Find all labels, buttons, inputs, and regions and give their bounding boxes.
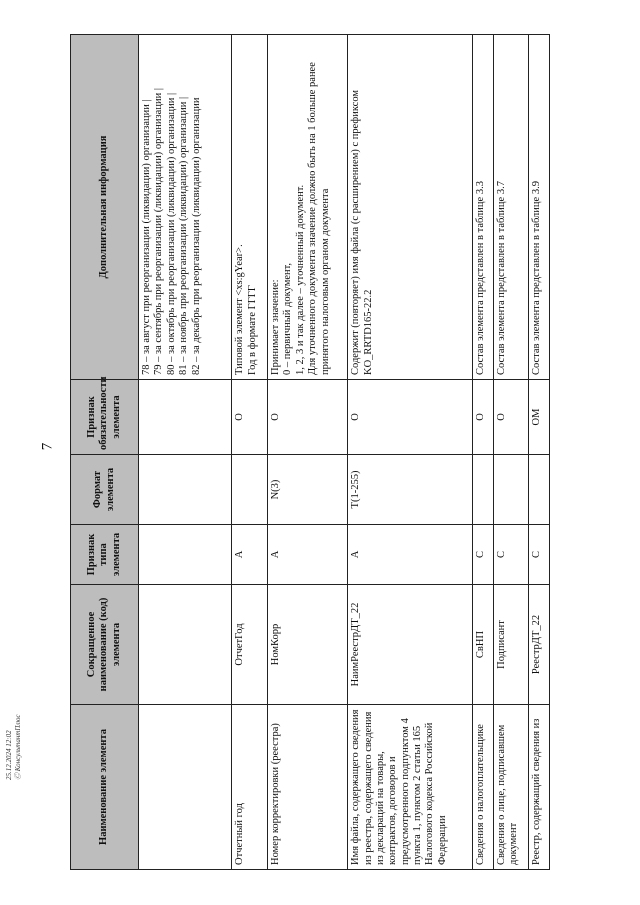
stamp-date: 25.12.2024 12:02 bbox=[5, 730, 13, 780]
info-line: Год в формате ГГГГ bbox=[246, 285, 258, 375]
cell-type: А bbox=[232, 525, 268, 585]
stamp-source: Ⓒ КонсультантПлюс bbox=[14, 714, 23, 780]
cell-format: T(1-255) bbox=[348, 455, 473, 525]
cell-name: Имя файла, содержащего сведения из реестра, содержащего сведения из деклараций на товары, контрактов, договоров и предусмотренного подпунктом 4 пункта 1, пунктом 2 статьи 165 Налогового кодекса Российской Федерации bbox=[348, 705, 473, 870]
info-line: Состав элемента представлен в таблице 3.7 bbox=[495, 181, 507, 375]
cell-type: А bbox=[348, 525, 473, 585]
cell-format bbox=[472, 455, 493, 525]
info-line: 80 – за октябрь при реорганизации (ликвидации) организации | bbox=[165, 92, 177, 375]
info-line: 82 – за декабрь при реорганизации (ликвидации) организации bbox=[190, 97, 202, 375]
cell-code bbox=[139, 585, 232, 705]
cell-format bbox=[139, 455, 232, 525]
cell-required bbox=[139, 380, 232, 455]
rotated-table-container bbox=[70, 35, 550, 870]
cell-type: С bbox=[493, 525, 529, 585]
table-row bbox=[348, 35, 473, 870]
cell-info bbox=[493, 35, 529, 380]
cell-info bbox=[529, 35, 550, 380]
info-line: 1, 2, 3 и так далее – уточненный документ. bbox=[294, 184, 306, 375]
cell-name: Сведения о налогоплательщике bbox=[472, 705, 493, 870]
cell-required: О bbox=[493, 380, 529, 455]
header-type: Признак типа элемента bbox=[71, 525, 139, 585]
cell-required: О bbox=[472, 380, 493, 455]
cell-required: О bbox=[232, 380, 268, 455]
table-row bbox=[529, 35, 550, 870]
header-required: Признак обязательности элемента bbox=[71, 380, 139, 455]
header-format: Формат элемента bbox=[71, 455, 139, 525]
cell-code: СвНП bbox=[472, 585, 493, 705]
cell-name bbox=[139, 705, 232, 870]
info-line: Для уточненного документа значение должно быть на 1 больше ранее принятого налоговым органом документа bbox=[307, 62, 331, 375]
table-row bbox=[268, 35, 348, 870]
cell-format: N(3) bbox=[268, 455, 348, 525]
info-line: Типовой элемент <xs:gYear>. bbox=[234, 244, 246, 375]
cell-format bbox=[232, 455, 268, 525]
cell-code: РеестрДТ_22 bbox=[529, 585, 550, 705]
table-header-row bbox=[71, 35, 139, 870]
info-line: Содержит (повторяет) имя файла (с расширением) с префиксом KO_RRTD165-22.2 bbox=[350, 89, 374, 375]
cell-required: О bbox=[348, 380, 473, 455]
cell-info bbox=[139, 35, 232, 380]
cell-name: Реестр, содержащий сведения из bbox=[529, 705, 550, 870]
cell-required: ОМ bbox=[529, 380, 550, 455]
info-line: 0 – первичный документ, bbox=[282, 262, 294, 375]
cell-info bbox=[268, 35, 348, 380]
info-line: Состав элемента представлен в таблице 3.9 bbox=[531, 181, 543, 375]
table-row bbox=[472, 35, 493, 870]
cell-type: С bbox=[529, 525, 550, 585]
cell-type bbox=[139, 525, 232, 585]
cell-type: А bbox=[268, 525, 348, 585]
table-row bbox=[493, 35, 529, 870]
table-row bbox=[139, 35, 232, 870]
cell-type: С bbox=[472, 525, 493, 585]
cell-required: О bbox=[268, 380, 348, 455]
page-number: 7 bbox=[39, 442, 56, 451]
info-line: 81 – за ноябрь при реорганизации (ликвидации) организации | bbox=[178, 96, 190, 375]
cell-info bbox=[472, 35, 493, 380]
cell-code: НомКорр bbox=[268, 585, 348, 705]
info-line: Принимает значение: bbox=[270, 279, 282, 375]
cell-info bbox=[348, 35, 473, 380]
elements-table bbox=[70, 34, 550, 870]
info-line: 78 – за август при реорганизации (ликвидации) организации | bbox=[141, 99, 152, 375]
info-line: Состав элемента представлен в таблице 3.3 bbox=[474, 181, 486, 375]
consultant-stamp bbox=[5, 715, 23, 780]
info-line: 79 – за сентябрь при реорганизации (ликвидации) организации | bbox=[153, 88, 165, 375]
table-row bbox=[232, 35, 268, 870]
cell-code: НаимРеестрДТ_22 bbox=[348, 585, 473, 705]
cell-name: Сведения о лице, подписавшем документ bbox=[493, 705, 529, 870]
cell-format bbox=[493, 455, 529, 525]
cell-info bbox=[232, 35, 268, 380]
header-code: Сокращенное наименование (код) элемента bbox=[71, 585, 139, 705]
header-info: Дополнительная информация bbox=[71, 35, 139, 380]
cell-name: Отчетный год bbox=[232, 705, 268, 870]
cell-format bbox=[529, 455, 550, 525]
cell-code: Подписант bbox=[493, 585, 529, 705]
header-name: Наименование элемента bbox=[71, 705, 139, 870]
cell-name: Номер корректировки (реестра) bbox=[268, 705, 348, 870]
cell-code: ОтчетГод bbox=[232, 585, 268, 705]
